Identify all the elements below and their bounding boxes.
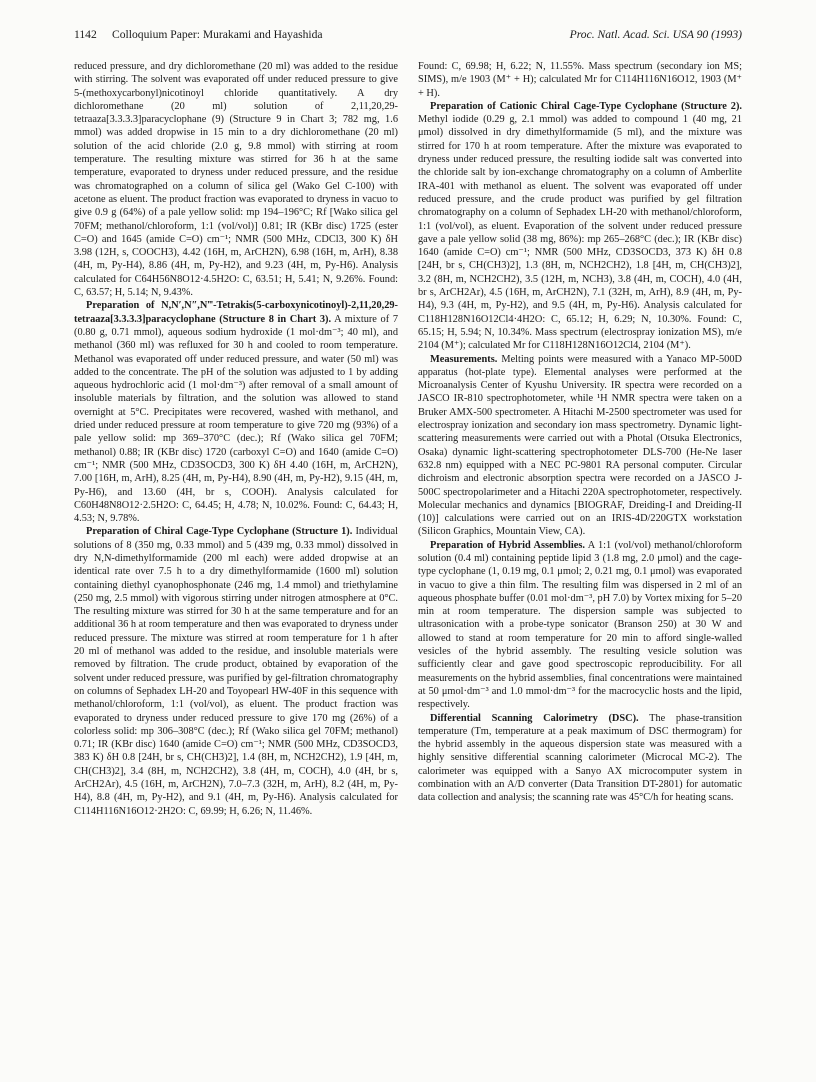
- paragraph-continued: [418, 60, 742, 100]
- paragraph-text: Melting points were measured with a Yanaco MP-500D apparatus (hot-plate type). Elemental analyses were performed at the Microanalysis Center of Kyushu University. IR spectra were recorded on a JASCO IR-810 spectrophotometer, while ¹H NMR spectra were taken on a Bruker AMX-500 spectrometer. A Hitachi M-2500 spectrometer was used for electrospray ionization and secondary ion mass spectrometry. Dynamic light-scattering measurements were carried out with a Photal (Otsuka Electronics, Osaka) dynamic light-scattering spectrophotometer DLS-700 (He-Ne laser 632.8 nm) equipped with a NEC PC-9801 RA personal computer. Circular dichroism and electronic absorption spectra were recorded on a JASCO J-500C spectropolarimeter and a Hitachi 220A spectrophotometer, respectively. Molecular mechanics and dynamics [BIOGRAF, Dreiding-I and Dreiding-II (10)] calculations were carried out on an IRIS-4D/220GTX workstation (Silicon Graphics, Mountain View, CA).: [418, 353, 742, 538]
- section-heading: Preparation of Hybrid Assemblies.: [430, 539, 585, 551]
- running-header: [74, 27, 742, 43]
- paragraph-dsc: [418, 712, 742, 805]
- paragraph-text: A 1:1 (vol/vol) methanol/chloroform solution (0.4 ml) containing peptide lipid 3 (1.8 mg, 2.0 μmol) and the cage-type cyclophane (1, 0.19 mg, 0.1 μmol; 2, 0.21 mg, 0.1 μmol) was evaporated in vacuo to give a thin film. The resulting film was dispersed in 2 ml of an aqueous phosphate buffer (0.01 mol·dm⁻³, pH 7.0) by Vortex mixing for 5–20 min at room temperature. The dispersion sample was subjected to ultrasonication with a probe-type sonicator (Branson 250) at 30 W and allowed to stand at room temperature for 20 min to afford single-walled vesicles of the hybrid assembly. The resulting vesicle solution was sufficiently clear and gave good spectroscopic reproducibility. For all measurements on the hybrid assemblies, final concentrations were maintained at 50 μmol·dm⁻³ and 1.0 mmol·dm⁻³ for the macrocyclic hosts and the lipid, respectively.: [418, 539, 743, 711]
- running-title: Colloquium Paper: Murakami and Hayashida: [112, 28, 323, 41]
- left-column: [74, 60, 398, 818]
- page-number: 1142: [74, 28, 97, 41]
- paragraph-structure-2: [418, 100, 742, 353]
- paragraph-text: reduced pressure, and dry dichloromethane (20 ml) was added to the residue with stirring. The solvent was evaporated off under reduced pressure to give 5-(methoxycarbonyl)nicotinoyl chloride quantitatively. A dry dichloromethane (20 ml) solution of 2,11,20,29-tetraaza[3.3.3.3]paracyclophane (9) (Structure 9 in Chart 3; 782 mg, 1.6 mmol) was added dropwise in 15 min to a dry dichloromethane (20 ml) solution of the acid chloride (2.0 g, 9.8 mmol) with stirring at room temperature. The resulting mixture was stirred for 36 h at the same temperature, evaporated to dryness under reduced pressure, and the residue was chromatographed on a column of silica gel (Wako Gel C-100) with acetone as eluent. The product fraction was evaporated to dryness in vacuo to give 0.9 g (64%) of a pale yellow solid: mp 194–196°C; Rf [Wako silica gel 70FM; methanol/chloroform, 1:1 (vol/vol)] 0.81; IR (KBr disc) 1725 (ester C=O) and 1645 (amide C=O) cm⁻¹; NMR (500 MHz, CDCl3, 300 K) δH 3.98 (12H, s, COOCH3), 4.42 (16H, m, ArCH2N), 6.98 (16H, m, ArH), 8.38 (4H, m, Py-H4), 8.86 (4H, m, Py-H2), and 9.23 (4H, m, Py-H6). Analysis calculated for C64H56N8O12·4.5H2O: C, 63.51; H, 5.41; N, 9.26%. Found: C, 63.57; H, 5.14; N, 9.43%.: [74, 61, 398, 299]
- section-heading: Measurements.: [430, 353, 498, 365]
- section-heading: Preparation of N,N′,N″,N‴-Tetrakis(5-carboxynicotinoyl)-2,11,20,29-tetraaza[3.3.3.3]paracyclophane (Structure 8 in Chart 3).: [74, 300, 398, 325]
- paragraph-text: Individual solutions of 8 (350 mg, 0.33 mmol) and 5 (439 mg, 0.33 mmol) dissolved in dry N,N-dimethylformamide (200 ml each) were added dropwise at an identical rate over 7.5 h to a dry dimethylformamide (1600 ml) solution containing diethyl cyanophosphonate (246 mg, 1.4 mmol) and triethylamine (250 mg, 2.5 mmol) with vigorous stirring under nitrogen atmosphere at 0°C. The resulting mixture was stirred for 30 h at the same temperature and for an additional 36 h at room temperature and then was evaporated to dryness under reduced pressure. The mixture was stirred at room temperature for 1 h after 20 ml of methanol was added to the residue, and insoluble materials were removed by filtration. The crude product, obtained by evaporation of the solvent under reduced pressure, was purified by gel-filtration chromatography on columns of Sephadex LH-20 and Toyopearl HW-40F in this sequence with methanol/chloroform, 1:1 (vol/vol), as eluent. The product fraction was evaporated to dryness under reduced pressure to give 170 mg (26%) of a colorless solid: mp 306–308°C (dec.); Rf (Wako silica gel 70FM; methanol) 0.71; IR (KBr disc) 1640 (amide C=O) cm⁻¹; NMR (500 MHz, CD3SOCD3, 383 K) δH 0.8 [24H, br s, CH(CH3)2], 1.4 (8H, m, NCH2CH2), 1.9 [4H, m, CH(CH3)2], 3.4 (8H, m, NCH2CH2), 3.8 (4H, m, COCH), 4.0 (4H, br s, ArCH2Ar), 4.5 (16H, m, ArCH2N), 7.0–7.3 (32H, m, ArH), 8.2 (4H, m, Py-H4), 8.8 (4H, m, Py-H2), and 9.1 (4H, m, Py-H6). Analysis calculated for C114H116N16O12·2H2O: C, 69.99; H, 6.26; N, 11.46%.: [74, 526, 398, 817]
- paragraph-synthesis-7: [74, 60, 398, 299]
- paragraph-text: Found: C, 69.98; H, 6.22; N, 11.55%. Mass spectrum (secondary ion MS; SIMS), m/e 1903 (M⁺ + H); calculated Mr for C114H116N16O12, 1903 (M⁺ + H).: [418, 61, 742, 99]
- paragraph-measurements: [418, 353, 742, 539]
- paragraph-structure-1: [74, 525, 398, 818]
- section-heading: Preparation of Chiral Cage-Type Cyclophane (Structure 1).: [86, 526, 353, 538]
- section-heading: Preparation of Cationic Chiral Cage-Type Cyclophane (Structure 2).: [430, 100, 742, 112]
- journal-citation: Proc. Natl. Acad. Sci. USA 90 (1993): [569, 28, 742, 41]
- paragraph-text: The phase-transition temperature (Tm, temperature at a peak maximum of DSC thermogram) for the hybrid assembly in the aqueous dispersion state was measured with a highly sensitive differential scanning calorimeter (Microcal MC-2). The calorimeter was equipped with a Sanyo AX microcomputer system in combination with an A/D converter (Data Transition DT-2801) for automatic data collection and analysis; the scanning rate was 45°C/h for heating scans.: [418, 712, 743, 804]
- paragraph-text: Methyl iodide (0.29 g, 2.1 mmol) was added to compound 1 (40 mg, 21 μmol) dissolved in dry dimethylformamide (5 ml), and the mixture was stirred for 170 h at room temperature. After the mixture was evaporated to dryness under reduced pressure, the resulting iodide salt was converted into the chloride salt by ion-exchange chromatography on a column of Amberlite IRA-401 with methanol as eluent. The solvent was evaporated off under reduced pressure, and the crude product was purified by gel filtration chromatography on a column of Sephadex LH-20 with methanol/chloroform, 1:1 (vol/vol), as eluent. Evaporation of the solvent under reduced pressure gave a pale yellow solid (38 mg, 86%): mp 265–268°C (dec.); IR (KBr disc) 1640 (amide C=O) cm⁻¹; NMR (500 MHz, CD3SOCD3, 373 K) δH 0.8 [24H, br s, CH(CH3)2], 1.3 (8H, m, NCH2CH2), 1.8 [4H, m, CH(CH3)2], 3.2 (8H, m, NCH2CH2), 3.5 (12H, m, NCH3), 3.8 (4H, m, COCH), 4.0 (4H, br s, ArCH2Ar), 4.5 (16H, m, ArCH2N), 7.1 (32H, m, ArH), 8.9 (4H, m, Py-H4), 9.3 (4H, m, Py-H2), and 9.5 (4H, m, Py-H6). Analysis calculated for C118H128N16O12Cl4·4H2O: C, 65.12; H, 6.29; N, 10.30%. Found: C, 65.15; H, 5.94; N, 10.34%. Mass spectrum (electrospray ionization MS), m/e 2104 (M⁺); calculated Mr for C118H128N16O12Cl4, 2104 (M⁺).: [418, 114, 742, 352]
- right-column: [418, 60, 742, 805]
- paragraph-text: A mixture of 7 (0.80 g, 0.71 mmol), aqueous sodium hydroxide (1 mol·dm⁻³; 40 ml), and methanol (360 ml) was refluxed for 30 h and cooled to room temperature. Methanol was evaporated off under reduced pressure, and water (50 ml) was added to the concentrate. The pH of the solution was adjusted to 1 by adding aqueous hydrochloric acid (1 mol·dm⁻³) after removal of a small amount of insoluble materials by filtration, and the solution was allowed to stand overnight at 5°C. Precipitates were recovered, washed with methanol, and dried under reduced pressure at room temperature to give 720 mg (93%) of a pale yellow solid: mp 369–370°C (dec.); Rf (Wako silica gel 70FM; methanol) 0.88; IR (KBr disc) 1720 (carboxyl C=O) and 1640 (amide C=O) cm⁻¹; NMR (500 MHz, CD3SOCD3, 300 K) δH 4.40 (16H, m, ArCH2N), 7.00 [16H, m, ArH), 8.25 (4H, m, Py-H4), 8.90 (4H, m, Py-H2), 9.15 (4H, m, Py-H6), and 13.60 (4H, br s, COOH). Analysis calculated for C60H48N8O12·2.5H2O: C, 64.45; H, 4.78; N, 10.02%. Found: C, 64.43; H, 4.53; N, 9.78%.: [74, 313, 398, 525]
- section-heading: Differential Scanning Calorimetry (DSC).: [430, 712, 639, 724]
- paragraph-hybrid-assemblies: [418, 539, 742, 712]
- paragraph-structure-8: [74, 299, 398, 525]
